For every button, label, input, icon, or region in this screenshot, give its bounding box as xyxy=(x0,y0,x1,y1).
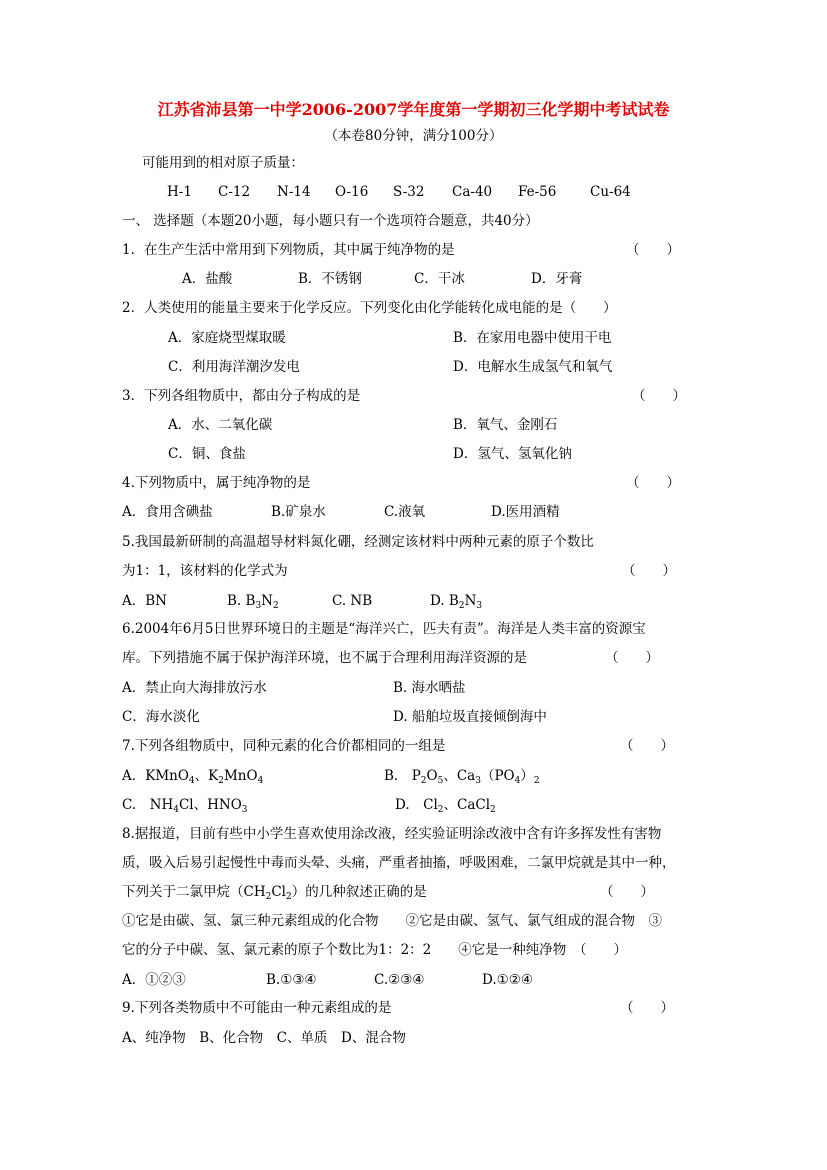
question-1-stem: 1．在生产生活中常用到下列物质，其中属于纯净物的是 xyxy=(122,242,455,258)
atomic-mass-s: S-32 xyxy=(393,184,425,200)
question-7-option-a: A．KMnO$_4$、$K_2MnO_4$ xyxy=(122,768,264,786)
question-2-option-d: D．电解水生成氢气和氧气 xyxy=(453,359,613,375)
question-4-option-d: D.医用酒精 xyxy=(491,504,560,520)
question-3-answer-blank: （ ） xyxy=(632,388,686,404)
question-9-answer-blank: （ ） xyxy=(620,1000,674,1016)
question-7-option-c: C. $NH_4Cl$、$HNO_3$ xyxy=(122,797,248,815)
question-8-option-c: C.②③④ xyxy=(374,972,425,988)
question-4-option-c: C.液氧 xyxy=(384,504,426,520)
question-4-option-b: B.矿泉水 xyxy=(271,504,326,520)
atomic-mass-o: O-16 xyxy=(335,184,369,200)
question-2-option-a: A．家庭烧型煤取暖 xyxy=(168,330,286,346)
atomic-mass-h: H-1 xyxy=(167,184,192,200)
question-6-option-b: B. 海水晒盐 xyxy=(393,680,466,696)
question-8-stem: 8.据报道，目前有些中小学生喜欢使用涂改液，经实验证明涂改液中含有许多挥发性有害物 xyxy=(122,826,662,842)
question-1-option-b: B．不锈钢 xyxy=(298,271,362,287)
question-5-option-b: B. $B_3N_2$ xyxy=(227,593,279,611)
atomic-mass-fe: Fe-56 xyxy=(518,184,557,200)
question-5-option-c: C. NB xyxy=(332,593,373,609)
page-title: 江苏省沛县第一中学2006-2007学年度第一学期初三化学期中考试试卷 xyxy=(157,100,670,119)
question-1-answer-blank: （ ） xyxy=(626,242,680,258)
question-5-answer-blank: （ ） xyxy=(622,563,676,579)
atomic-mass-ca: Ca-40 xyxy=(452,184,493,200)
question-6-option-d: D. 船舶垃圾直接倾倒海中 xyxy=(393,709,547,725)
question-4-answer-blank: （ ） xyxy=(626,475,680,491)
question-5-option-a: A．BN xyxy=(122,593,167,609)
question-8-stem-line-3: 下列关于二氯甲烷$(CH_2Cl_2)$的几种叙述正确的是 xyxy=(122,884,427,902)
question-5-stem-continued: 为1：1，该材料的化学式为 xyxy=(122,563,288,579)
question-7-stem: 7.下列各组物质中，同种元素的化合价都相同的一组是 xyxy=(122,738,446,754)
question-8-option-b: B.①③④ xyxy=(266,972,317,988)
question-6-answer-blank: （ ） xyxy=(605,650,659,666)
question-8-option-a: A．①②③ xyxy=(122,972,186,988)
question-4-option-a: A．食用含碘盐 xyxy=(122,504,213,520)
question-2-stem: 2．人类使用的能量主要来于化学反应。下列变化由化学能转化成电能的是（ ） xyxy=(122,300,617,316)
question-1-option-a: A．盐酸 xyxy=(182,271,233,287)
question-3-option-b: B．氧气、金刚石 xyxy=(453,417,558,433)
question-4-stem: 4.下列物质中，属于纯净物的是 xyxy=(122,475,311,491)
question-6-option-c: C．海水淡化 xyxy=(122,709,200,725)
atomic-mass-label: 可能用到的相对原子质量： xyxy=(142,155,304,171)
question-9-stem: 9.下列各类物质中不可能由一种元素组成的是 xyxy=(122,1000,392,1016)
question-7-option-d: D. $Cl_2$、CaCl$_2$ xyxy=(395,797,496,815)
question-8-option-d: D.①②④ xyxy=(482,972,533,988)
section-heading: 一、 选择题（本题20小题，每小题只有一个选项符合题意，共40分） xyxy=(122,213,539,229)
question-3-option-c: C．铜、食盐 xyxy=(168,446,246,462)
question-8-answer-blank: （ ） xyxy=(600,884,654,900)
page-subtitle: （本卷80分钟，满分100分） xyxy=(324,128,503,144)
question-3-option-a: A．水、二氧化碳 xyxy=(168,417,273,433)
question-5-option-d: D. $B_2N_3$ xyxy=(430,593,483,611)
question-7-option-b: B. $P_2O_5$、$Ca_3(PO_4)_2$ xyxy=(384,768,540,786)
question-3-option-d: D．氢气、氢氧化钠 xyxy=(453,446,572,462)
atomic-mass-n: N-14 xyxy=(277,184,311,200)
question-8-stem-line-2: 质，吸入后易引起慢性中毒而头晕、头痛，严重者抽搐，呼吸困难，二氯甲烷就是其中一种， xyxy=(122,855,676,871)
question-6-option-a: A．禁止向大海排放污水 xyxy=(122,680,267,696)
question-1-option-c: C．干冰 xyxy=(414,271,465,287)
question-6-stem: 6.2004年6月5日世界环境日的主题是“海洋兴亡，匹夫有责”。海洋是人类丰富的资源宝 xyxy=(122,621,646,637)
question-8-statements-1: ①它是由碳、氢、氯三种元素组成的化合物 ②它是由碳、氢气、氯气组成的混合物 ③ xyxy=(122,913,662,929)
question-2-option-b: B．在家用电器中使用干电 xyxy=(453,330,612,346)
question-8-statements-2: 它的分子中碳、氢、氯元素的原子个数比为1：2：2 ④它是一种纯净物 （ ） xyxy=(122,942,628,958)
question-6-stem-continued: 库。下列措施不属于保护海洋环境，也不属于合理利用海洋资源的是 xyxy=(122,650,527,666)
atomic-mass-c: C-12 xyxy=(218,184,251,200)
question-3-stem: 3．下列各组物质中，都由分子构成的是 xyxy=(122,388,361,404)
question-7-answer-blank: （ ） xyxy=(620,738,674,754)
question-5-stem: 5.我国最新研制的高温超导材料氮化硼，经测定该材料中两种元素的原子个数比 xyxy=(122,534,594,550)
atomic-mass-cu: Cu-64 xyxy=(590,184,631,200)
question-9-options: A、纯净物 B、化合物 C、单质 D、混合物 xyxy=(122,1030,406,1046)
question-2-option-c: C．利用海洋潮汐发电 xyxy=(168,359,300,375)
question-1-option-d: D．牙膏 xyxy=(531,271,583,287)
